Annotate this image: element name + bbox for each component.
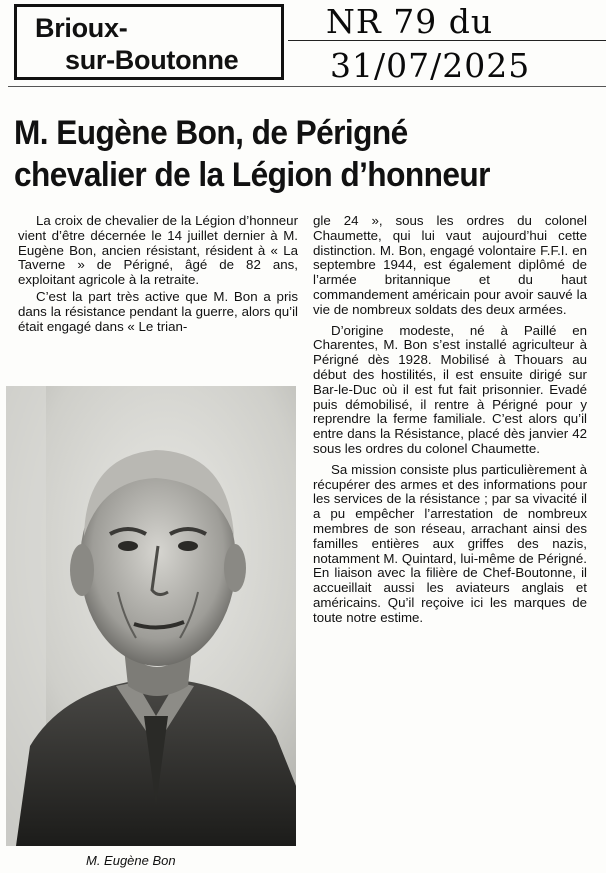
section-tag [14,4,284,80]
article-paragraph: D’origine modeste, né à Paillé en Charentes, M. Bon s’est installé agriculteur à Périgné dès 1928. Mobilisé à Thouars au début des hostilités, il est ensuite dirigé sur Bar-le-Duc où il est fut fait prisonnier. Evadé puis démobilisé, il rentre à Périgné pour y reprendre la ferme familiale. C’est alors qu’il entre dans la Résistance, placé dès janvier 42 sous les ordres du colonel Chaumette. [313,322,587,456]
portrait-photo [6,386,296,846]
article-column-left [18,214,298,334]
headline-line-2: chevalier de la Légion d’honneur [14,156,490,194]
article-paragraph: Sa mission consiste plus particulièrement à récupérer des armes et des informations pour les services de la résistance ; par sa vivacité il a pu empêcher l’arrestation de nombreux membres de son réseau, arrachant ainsi des familles entières aux griffes des nazis, notamment M. Quintard, lui-même de Périgné. En liaison avec la filière de Chef-Boutonne, il accueillait aussi les aviateurs anglais et américains. Qu’il reçoive ici les marques de toute notre estime. [313,461,587,625]
headline [14,112,563,196]
article-paragraph: La croix de chevalier de la Légion d’honneur vient d’être décernée le 14 juillet dernier à M. Eugène Bon, ancien résistant, résident à « La Taverne » de Périgné, âgé de 82 ans, exploitant agricole à la retraite. [18,213,298,288]
article-paragraph: C’est la part très active que M. Bon a pris dans la résistance pendant la guerre, alors qu’il était engagé dans « Le trian- [18,288,298,334]
annotation-line-2: 31/07/2025 [330,46,531,85]
annotation-line-1: NR 79 du [326,2,494,41]
article-column-right [313,214,587,626]
section-tag-line-2: sur-Boutonne [65,45,239,75]
photo-caption: M. Eugène Bon [86,853,176,868]
headline-rule [8,86,606,87]
headline-line-1: M. Eugène Bon, de Périgné [14,114,408,152]
section-tag-line-1: Brioux- [35,13,128,43]
article-paragraph-continued: gle 24 », sous les ordres du colonel Chaumette, qui lui vaut aujourd’hui cette distinction. M. Bon, engagé volontaire F.F.I. en septembre 1944, est également diplômé de l’armée britannique et du haut commandement américain pour avoir sauvé la vie de nombreux soldats des deux armées. [313,213,587,317]
